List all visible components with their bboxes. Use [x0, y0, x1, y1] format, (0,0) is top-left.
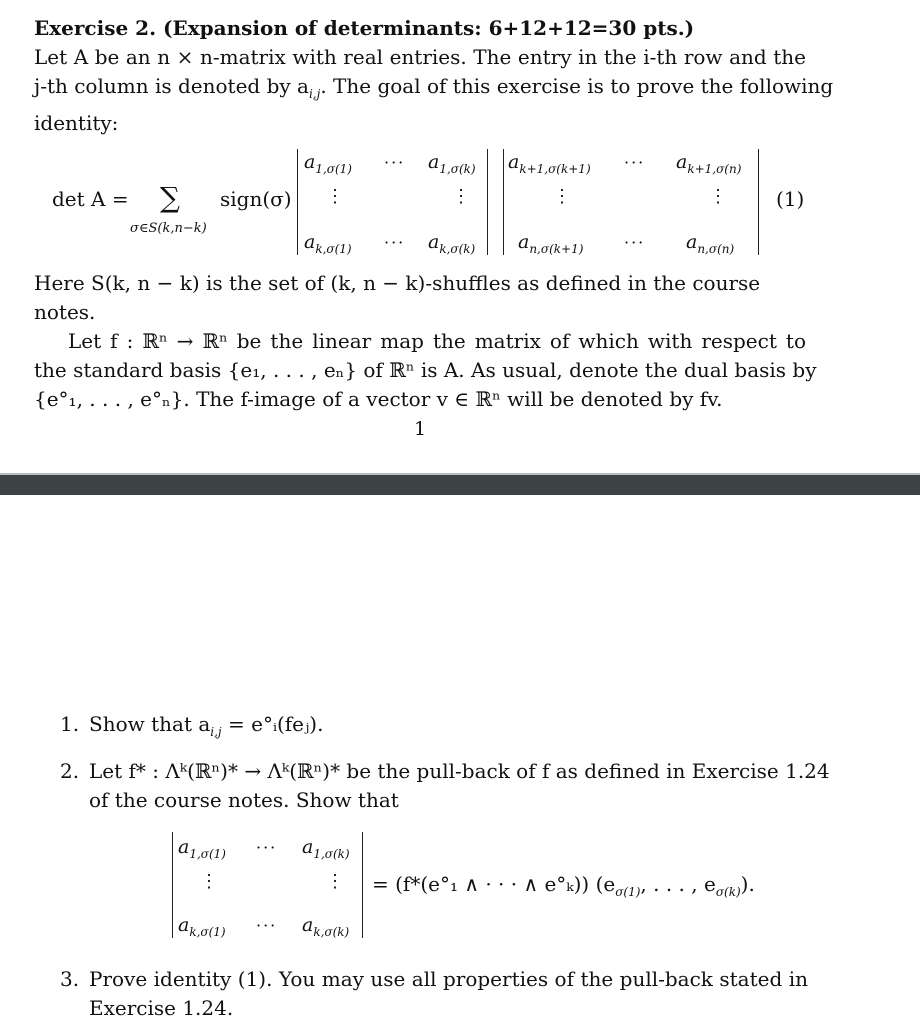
eq1-right-top-a: $a_{k+1,\sigma(k+1)}$ [508, 151, 591, 176]
after-line-4: {e°₁, . . . , e°ₙ}. The f-image of a vector v ∈ ℝⁿ will be denoted by fv. [34, 387, 723, 411]
eq2-det-bar-left [172, 832, 173, 938]
eq1-right-vdots-b: ⋮ [709, 186, 727, 207]
eq1-left-top-a: $a_{1,\sigma(1)}$ [304, 151, 352, 176]
eq2-top-a: $a_{1,\sigma(1)}$ [178, 836, 226, 861]
equation-2 [0, 830, 920, 945]
item-2-line-2: of the course notes. Show that [89, 788, 399, 812]
eq1-lhs: det A = [52, 187, 129, 211]
exercise-header [34, 14, 834, 138]
item-1-text: Show that $a_{i,j}$ = e°ᵢ(feⱼ). [89, 712, 324, 739]
eq1-left-vdots-b: ⋮ [452, 186, 470, 207]
eq1-left-bot-hdots: ··· [384, 233, 406, 252]
after-line-1: Here S(k, n − k) is the set of (k, n − k)-shuffles as defined in the course notes. [34, 271, 761, 324]
eq1-left-top-hdots: ··· [384, 153, 406, 172]
item-3-number: 3. [60, 967, 80, 991]
item-2-line-1: Let f* : Λᵏ(ℝⁿ)* → Λᵏ(ℝⁿ)* be the pull-back of f as defined in Exercise 1.24 [89, 759, 830, 783]
eq2-vdots-a: ⋮ [200, 871, 218, 892]
eq2-vdots-b: ⋮ [326, 871, 344, 892]
eq1-right-top-b: $a_{k+1,\sigma(n)}$ [676, 151, 742, 176]
eq1-left-bot-b: $a_{k,\sigma(k)}$ [428, 231, 476, 256]
eq1-tag: (1) [776, 187, 805, 211]
eq1-right-vdots-a: ⋮ [553, 186, 571, 207]
eq1-left-top-b: $a_{1,\sigma(k)}$ [428, 151, 476, 176]
eq2-det-bar-right [362, 832, 363, 938]
item-3-line-1: Prove identity (1). You may use all properties of the pull-back stated in [89, 967, 808, 991]
after-paragraph [34, 269, 817, 414]
eq1-left-bot-a: $a_{k,\sigma(1)}$ [304, 231, 352, 256]
page-divider [0, 473, 920, 495]
exercise-topic: (Expansion of determinants: 6+12+12=30 pts.) [163, 16, 695, 40]
after-line-2: Let f : ℝⁿ → ℝⁿ be the linear map the matrix of which with respect to [68, 329, 806, 353]
eq1-right-det-bar-right [758, 149, 759, 255]
intro-line-2: j-th column is denoted by $a_{i,j}$. The goal of this exercise is to prove the following [34, 74, 834, 101]
eq1-right-bot-a: $a_{n,\sigma(k+1)}$ [518, 231, 584, 256]
eq1-sum-symbol: ∑ [160, 181, 180, 214]
eq1-sign: sign(σ) [220, 187, 292, 211]
page-number: 1 [414, 418, 427, 440]
intro-line-1: Let A be an n × n-matrix with real entries. The entry in the i-th row and the [34, 45, 806, 69]
list-item-1 [60, 710, 808, 747]
eq1-right-bot-hdots: ··· [624, 233, 646, 252]
eq1-left-det-bar-right [487, 149, 488, 255]
list-item-3 [60, 965, 808, 1023]
eq2-top-b: $a_{1,\sigma(k)}$ [302, 836, 350, 861]
item-2-number: 2. [60, 759, 80, 783]
eq2-bot-hdots: ··· [256, 916, 278, 935]
item-1-number: 1. [60, 712, 80, 736]
eq2-rhs: = (f*(e°₁ ∧ · · · ∧ e°ₖ)) ($e_{\sigma(1)}$, . . . , $e_{\sigma(k)}$). [372, 872, 755, 899]
eq2-top-hdots: ··· [256, 838, 278, 857]
intro-line-3: identity: [34, 111, 119, 135]
page-two [0, 495, 920, 1024]
eq1-right-top-hdots: ··· [624, 153, 646, 172]
after-line-3: the standard basis {e₁, . . . , eₙ} of ℝⁿ is A. As usual, denote the dual basis by [34, 358, 817, 382]
eq1-right-bot-b: $a_{n,\sigma(n)}$ [686, 231, 735, 256]
exercise-title [34, 14, 806, 43]
eq1-left-vdots-a: ⋮ [326, 186, 344, 207]
page-one [0, 0, 920, 470]
eq1-right-det-bar-left [503, 149, 504, 255]
eq1-left-det-bar-left [297, 149, 298, 255]
eq1-sum-index: σ∈S(k,n−k) [130, 221, 207, 236]
exercise-label: Exercise 2. [34, 16, 157, 40]
equation-1 [0, 145, 920, 265]
list-item-2 [60, 757, 830, 815]
eq2-bot-a: $a_{k,\sigma(1)}$ [178, 914, 226, 939]
item-3-line-2: Exercise 1.24. [89, 996, 234, 1020]
eq2-bot-b: $a_{k,\sigma(k)}$ [302, 914, 350, 939]
